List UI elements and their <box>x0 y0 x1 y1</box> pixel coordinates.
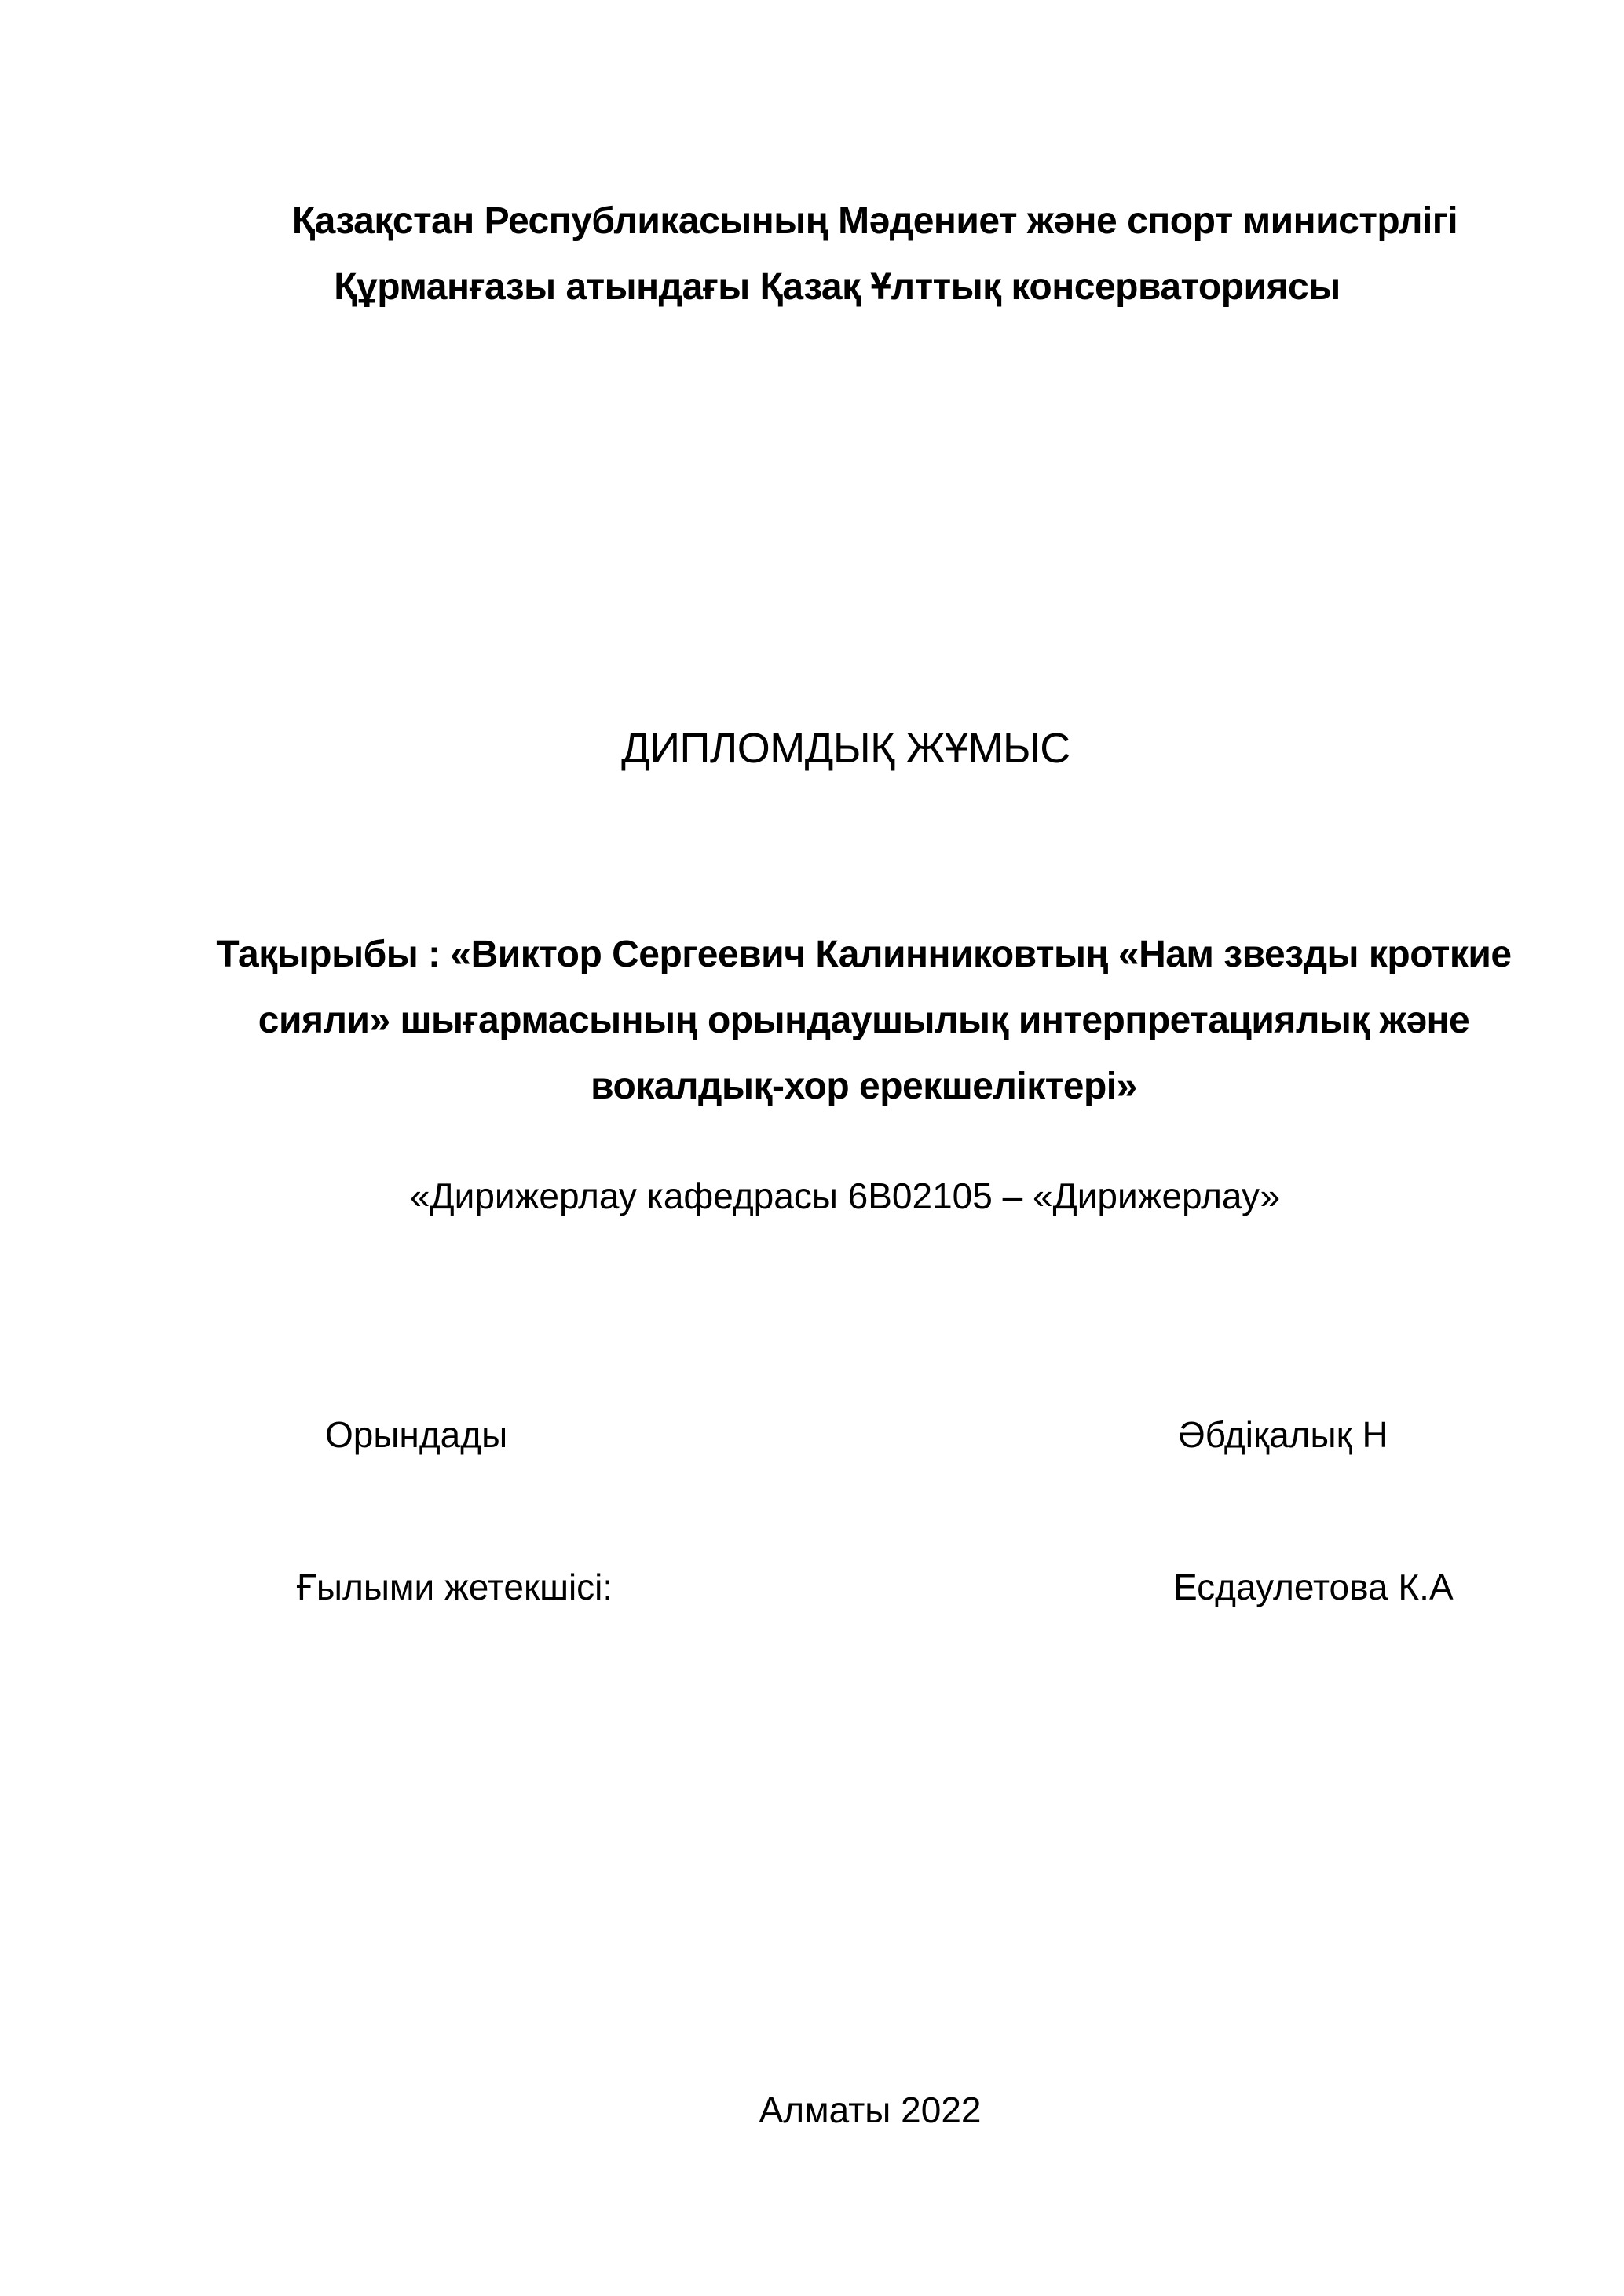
performer-name: Әбдіқалық Н <box>1178 1414 1388 1455</box>
topic-line-2: сияли» шығармасының орындаушылық интерпретациялық және <box>258 1000 1470 1041</box>
supervisor-label: Ғылыми жетекшісі: <box>297 1567 613 1607</box>
document-type-title: ДИПЛОМДЫҚ ЖҰМЫС <box>621 725 1070 772</box>
performer-label: Орындады <box>325 1414 508 1455</box>
ministry-heading: Қазақстан Республикасының Мәдениет және спорт министрлігі <box>291 200 1458 242</box>
supervisor-name: Есдаулетова К.А <box>1173 1567 1454 1607</box>
topic-block <box>52 922 1624 1120</box>
department-line: «Дирижерлау кафедрасы 6В02105 – «Дирижерлау» <box>409 1175 1281 1216</box>
city-year-footer: Алматы 2022 <box>759 2089 982 2130</box>
topic-line-3: вокалдық-хор ерекшеліктері» <box>591 1066 1137 1107</box>
topic-line-1: Тақырыбы : «Виктор Сергеевич Калинниковтың «Нам звезды кроткие <box>216 934 1512 975</box>
conservatory-heading: Құрманғазы атындағы Қазақ Ұлттық консерваториясы <box>334 266 1341 308</box>
